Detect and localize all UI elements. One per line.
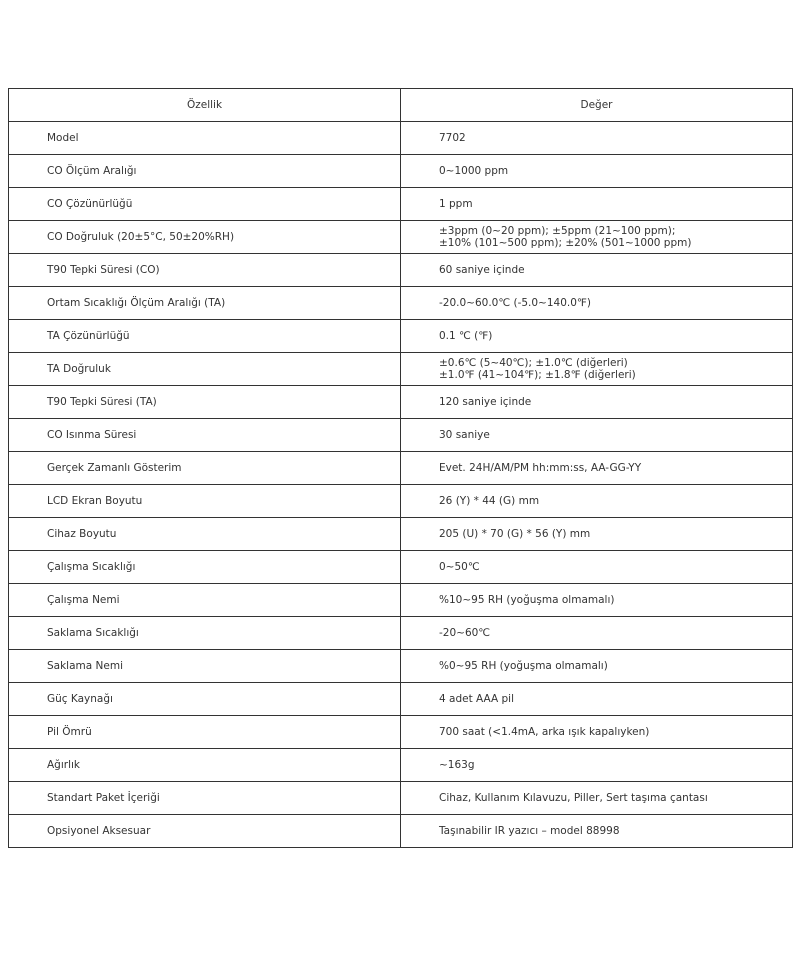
spec-table-body [9, 122, 793, 848]
table-row [9, 815, 793, 848]
value-cell [401, 254, 793, 287]
spec-table [8, 88, 793, 848]
value-line: %0~95 RH (yoğuşma olmamalı) [439, 660, 608, 672]
value-cell [401, 683, 793, 716]
value-cell [401, 782, 793, 815]
property-cell: Ağırlık [9, 749, 401, 782]
table-row [9, 386, 793, 419]
value-line: ±3ppm (0~20 ppm); ±5ppm (21~100 ppm); [439, 225, 676, 237]
value-cell [401, 419, 793, 452]
property-cell: CO Ölçüm Aralığı [9, 155, 401, 188]
value-cell [401, 617, 793, 650]
value-line: 26 (Y) * 44 (G) mm [439, 495, 540, 507]
property-cell: Standart Paket İçeriği [9, 782, 401, 815]
table-row [9, 518, 793, 551]
table-row [9, 650, 793, 683]
value-line: %10~95 RH (yoğuşma olmamalı) [439, 594, 615, 606]
table-row [9, 716, 793, 749]
value-line: 0~50℃ [439, 561, 480, 573]
property-cell: Model [9, 122, 401, 155]
table-row [9, 188, 793, 221]
value-line: 0.1 ℃ (℉) [439, 330, 493, 342]
property-cell: LCD Ekran Boyutu [9, 485, 401, 518]
property-cell: CO Isınma Süresi [9, 419, 401, 452]
value-cell [401, 386, 793, 419]
header-property: Özellik [9, 89, 401, 122]
property-cell: Gerçek Zamanlı Gösterim [9, 452, 401, 485]
property-cell: CO Doğruluk (20±5°C, 50±20%RH) [9, 221, 401, 254]
value-line: 205 (U) * 70 (G) * 56 (Y) mm [439, 528, 591, 540]
table-row [9, 584, 793, 617]
value-line: ±1.0℉ (41~104℉); ±1.8℉ (diğerleri) [439, 369, 636, 381]
value-line: ±0.6℃ (5~40℃); ±1.0℃ (diğerleri) [439, 357, 628, 369]
value-line: 0~1000 ppm [439, 165, 509, 177]
property-cell: Ortam Sıcaklığı Ölçüm Aralığı (TA) [9, 287, 401, 320]
table-row [9, 221, 793, 254]
table-row [9, 485, 793, 518]
value-line: 60 saniye içinde [439, 264, 525, 276]
value-cell [401, 353, 793, 386]
value-line: Taşınabilir IR yazıcı – model 88998 [439, 825, 620, 837]
value-cell [401, 188, 793, 221]
value-line: 120 saniye içinde [439, 396, 532, 408]
value-line: Cihaz, Kullanım Kılavuzu, Piller, Sert taşıma çantası [439, 792, 708, 804]
value-line: Evet. 24H/AM/PM hh:mm:ss, AA-GG-YY [439, 462, 642, 474]
value-line: -20.0~60.0℃ (-5.0~140.0℉) [439, 297, 592, 309]
value-cell [401, 650, 793, 683]
value-cell [401, 518, 793, 551]
property-cell: TA Çözünürlüğü [9, 320, 401, 353]
table-row [9, 683, 793, 716]
property-cell: Çalışma Nemi [9, 584, 401, 617]
property-cell: Güç Kaynağı [9, 683, 401, 716]
value-cell [401, 815, 793, 848]
value-line: ~163g [439, 759, 475, 771]
table-row [9, 749, 793, 782]
property-cell: T90 Tepki Süresi (TA) [9, 386, 401, 419]
property-cell: Saklama Nemi [9, 650, 401, 683]
value-cell [401, 584, 793, 617]
table-row [9, 122, 793, 155]
property-cell: Cihaz Boyutu [9, 518, 401, 551]
table-row [9, 617, 793, 650]
value-cell [401, 485, 793, 518]
value-line: 30 saniye [439, 429, 490, 441]
property-cell: CO Çözünürlüğü [9, 188, 401, 221]
property-cell: TA Doğruluk [9, 353, 401, 386]
value-line: 1 ppm [439, 198, 473, 210]
table-row [9, 155, 793, 188]
property-cell: Çalışma Sıcaklığı [9, 551, 401, 584]
value-line: -20~60℃ [439, 627, 491, 639]
table-row [9, 287, 793, 320]
value-cell [401, 320, 793, 353]
property-cell: T90 Tepki Süresi (CO) [9, 254, 401, 287]
value-cell [401, 749, 793, 782]
table-row [9, 254, 793, 287]
header-value: Değer [401, 89, 793, 122]
value-cell [401, 452, 793, 485]
table-row [9, 353, 793, 386]
value-cell [401, 155, 793, 188]
value-cell [401, 551, 793, 584]
value-line: 4 adet AAA pil [439, 693, 515, 705]
table-row [9, 419, 793, 452]
value-cell [401, 716, 793, 749]
value-cell [401, 287, 793, 320]
table-row [9, 551, 793, 584]
property-cell: Opsiyonel Aksesuar [9, 815, 401, 848]
value-cell [401, 122, 793, 155]
value-cell [401, 221, 793, 254]
value-line: ±10% (101~500 ppm); ±20% (501~1000 ppm) [439, 237, 692, 249]
table-row [9, 320, 793, 353]
property-cell: Pil Ömrü [9, 716, 401, 749]
table-header-row [9, 89, 793, 122]
value-line: 7702 [439, 132, 466, 144]
property-cell: Saklama Sıcaklığı [9, 617, 401, 650]
value-line: 700 saat (<1.4mA, arka ışık kapalıyken) [439, 726, 650, 738]
table-row [9, 452, 793, 485]
table-row [9, 782, 793, 815]
